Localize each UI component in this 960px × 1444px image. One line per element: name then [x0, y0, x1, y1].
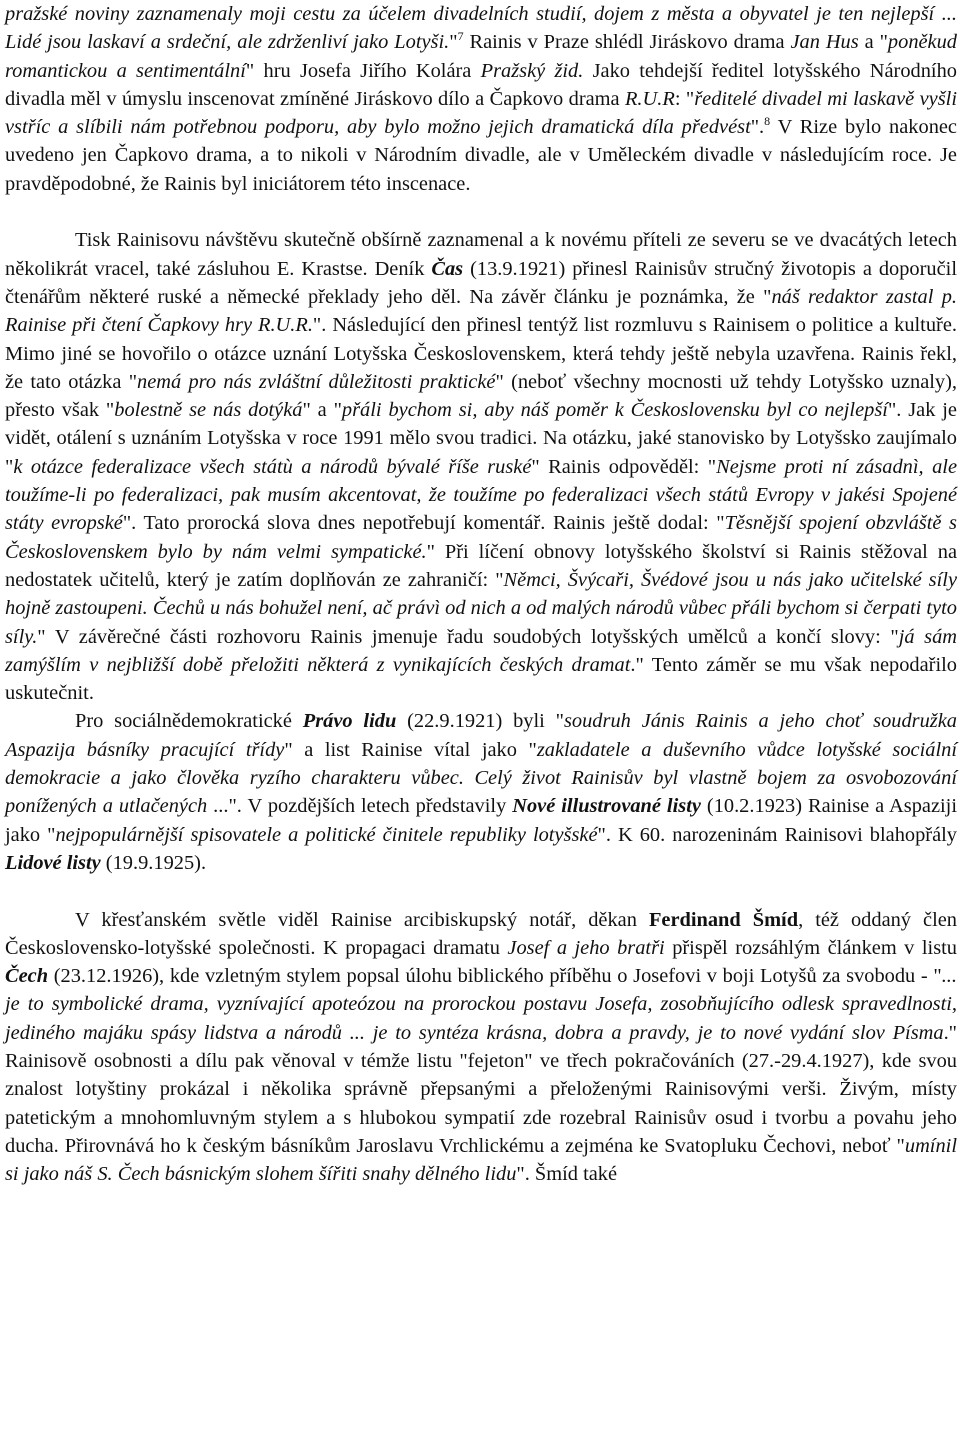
- body-paragraph: [5, 0, 957, 198]
- text-run: Rainis v Praze shlédl Jiráskovo drama: [463, 31, 791, 54]
- text-run: V Rize bylo nakonec uvedeno jen Čapkovo drama, a to nikoli v Národním divadle, ale v Uměleckém divadle v následujícím roce. Je pravděpodobné, že Rainis byl iniciátorem této inscenace.: [5, 116, 957, 195]
- text-run: , též oddaný člen Československo-lotyšské společnosti. K propagaci dramatu: [5, 908, 957, 959]
- italic-text: ... je to symbolické drama, vyznívající apoteózou na prorockou postavu Josefa, zosobňujícího odlesk spravedlnosti, jediného majáku spásy lidstva a národů ... je to syntéza krásna, dobra a pravdy, je to nové vydání slov Písma: [5, 965, 957, 1044]
- italic-text: náš redaktor zastal p. Rainise při čtení Čapkovy hry R.U.R.: [5, 285, 958, 337]
- text-run: V křesťanském světle viděl Rainise arcibiskupský notář, děkan: [75, 908, 649, 931]
- bold-text: Ferdinand Šmíd: [648, 908, 799, 931]
- text-run: (10.2.1923) Rainise a Aspaziji jako ": [5, 795, 958, 846]
- text-run: " a list Rainise vítal jako ": [284, 738, 537, 761]
- italic-text: umínil si jako náš S. Čech básnickým slohem šířiti snahy dělného lidu: [5, 1134, 957, 1186]
- text-run: ". Jak je vidět, otálení s uznáním Lotyšska v roce 1991 mělo svou tradici. Na otázku, jaké stanovisko by Lotyšsko zaujímalo ": [5, 399, 957, 478]
- text-run: přispěl rozsáhlým článkem v listu: [664, 936, 958, 959]
- paragraph-spacer: [5, 198, 957, 226]
- italic-text: Němci, Švýcaři, Švédové jsou u nás jako učitelské síly hojně zastoupeni. Čechů u nás bohužel není, ač právì od nich a od malých národů vůbec přáli bychom si čerpati tyto síly.: [5, 568, 957, 648]
- text-run: ...". V pozdějších letech představily: [207, 795, 513, 818]
- text-run: ." Tento záměr se mu však nepodařilo uskutečnit.: [5, 653, 957, 705]
- text-run: ." Rainisově osobnosti a dílu pak věnoval v témže listu "fejeton" ve třech pokračováních (27.-29.4.1927), kde svou znalost lotyštiny prokázal i několika správně přepsanými a přeloženými Rainisovými verši. Živým, místy patetickým a mnohomluvným stylem a s hlubokou sympatií zde rozebral Rainisův osud i tvorbu a povahu jeho ducha. Přirovnává ho k českým básníkům Jaroslavu Vrchlickému a zejména ke Svatopluku Čechovi, neboť ": [5, 1021, 957, 1157]
- text-run: " hru Josefa Jiřího Kolára: [245, 59, 481, 82]
- italic-text: poněkud romantickou a sentimentální: [5, 31, 957, 82]
- text-run: (13.9.1921) přinesl Rainisův stručný životopis a doporučil čtenářům některé ruské a německé překlady jeho děl. Na závěr článku je poznámka, že ": [5, 257, 957, 308]
- footnote-ref: 7: [457, 29, 464, 44]
- text-run: (19.9.1925).: [100, 851, 207, 874]
- text-run: (22.9.1921) byli ": [396, 710, 564, 733]
- text-run: a ": [858, 31, 888, 54]
- italic-text: nejpopulárnější spisovatele a politické činitele republiky lotyšské: [55, 823, 598, 846]
- text-run: " Při líčení obnovy lotyšského školství si Rainis stěžoval na nedostatek učitelů, který je zatím doplňován ze zahraničí: ": [5, 540, 957, 591]
- paragraph-spacer: [5, 877, 957, 905]
- italic-text: zakladatele a duševního vůdce lotyšské sociální demokracie a jako člověka ryzího charakteru vůbec. Celý život Rainisův byl vlastně bojem za osvobozování ponížených a utlačených: [5, 738, 957, 818]
- text-run: Jako tehdejší ředitel lotyšského Národního divadla měl v úmyslu inscenovat zmíněné Jiráskovo dílo a Čapkovo drama: [5, 59, 957, 110]
- italic-text: bolestně se nás dotýká: [114, 399, 303, 422]
- text-run: ".: [750, 116, 765, 139]
- body-paragraph: [5, 226, 957, 707]
- italic-text: Pražský žid.: [480, 59, 584, 82]
- italic-text: pražské noviny zaznamenaly moji cestu za účelem divadelních studií, dojem z města a obyvatel je ten nejlepší ... Lidé jsou laskaví a srdeční, ale zdrženliví jako Lotyši.: [5, 3, 957, 54]
- text-run: " a ": [302, 399, 342, 422]
- text-run: (23.12.1926), kde vzletným stylem popsal úlohu biblického příběhu o Josefovi v boji Lotyšů za svobodu - ": [48, 965, 942, 988]
- italic-text: Jan Hus: [790, 31, 859, 54]
- text-run: " V závěrečné části rozhovoru Rainis jmenuje řadu soudobých lotyšských umělců a končí slovy: ": [37, 625, 899, 648]
- text-run: Pro sociálnědemokratické: [75, 710, 303, 733]
- italic-text: Těsnější spojení obzvláště s Československem bylo by nám velmi sympatické.: [5, 512, 957, 563]
- text-run: " Rainis odpověděl: ": [531, 455, 717, 478]
- text-run: " (neboť všechny mocnosti už tehdy Lotyšsko uznaly), přesto však ": [5, 370, 957, 422]
- italic-text: Josef a jeho bratři: [507, 936, 665, 959]
- text-run: ". K 60. narozeninám Rainisovi blahopřály: [597, 823, 957, 846]
- text-run: ". Následující den přinesl tentýž list rozmluvu s Rainisem o politice a kultuře. Mimo jiné se hovořilo o otázce uznání Lotyšska Československem, která tehdy ještě nebyla uzavřena. Rainis řekl, že tato otázka ": [5, 314, 957, 393]
- italic-text: ředitelé divadel mi laskavě vyšli vstříc a slíbili nám potřebnou podporu, aby bylo možno jejich dramatická díla předvést: [5, 87, 957, 139]
- text-run: ". Tato prorocká slova dnes nepotřebují komentář. Rainis ještě dodal: ": [122, 512, 725, 535]
- bold-italic-title: Čas: [431, 257, 464, 280]
- body-paragraph: [5, 906, 957, 1189]
- bold-italic-title: Nové illustrované listy: [512, 795, 701, 818]
- bold-italic-title: Čech: [5, 965, 49, 988]
- italic-text: Nejsme proti ní zásadnì, ale toužíme-li po federalizaci, pak musím akcentovat, že toužíme po federalizaci všech států Evropy v jakési Spojené státy evropské: [5, 455, 957, 535]
- footnote-ref: 8: [764, 114, 771, 129]
- italic-text: soudruh Jánis Rainis a jeho choť soudružka Aspazija básníky pracující třídy: [5, 710, 957, 761]
- text-run: ". Šmíd také: [516, 1163, 618, 1186]
- italic-text: já sám zamýšlím v nejbližší době přeložiti některá z vynikajících českých dramat: [5, 625, 957, 676]
- body-paragraph: [5, 707, 957, 877]
- italic-text: nemá pro nás zvláštní důležitosti praktické: [137, 370, 496, 393]
- text-run: ": [449, 31, 458, 54]
- text-run: : ": [674, 87, 695, 110]
- italic-text: R.U.R: [624, 87, 675, 110]
- italic-text: přáli bychom si, aby náš poměr k Československu byl co nejlepší: [341, 399, 888, 422]
- text-run: Tisk Rainisovu návštěvu skutečně obšírně zaznamenal a k novému příteli ze severu se ve dvacátých letech několikrát vracel, také zásluhou E. Krastse. Deník: [5, 229, 957, 280]
- italic-text: k otázce federalizace všech státù a národů bývalé říše ruské: [13, 455, 532, 478]
- bold-italic-title: Právo lidu: [302, 710, 397, 733]
- bold-italic-title: Lidové listy: [5, 851, 101, 874]
